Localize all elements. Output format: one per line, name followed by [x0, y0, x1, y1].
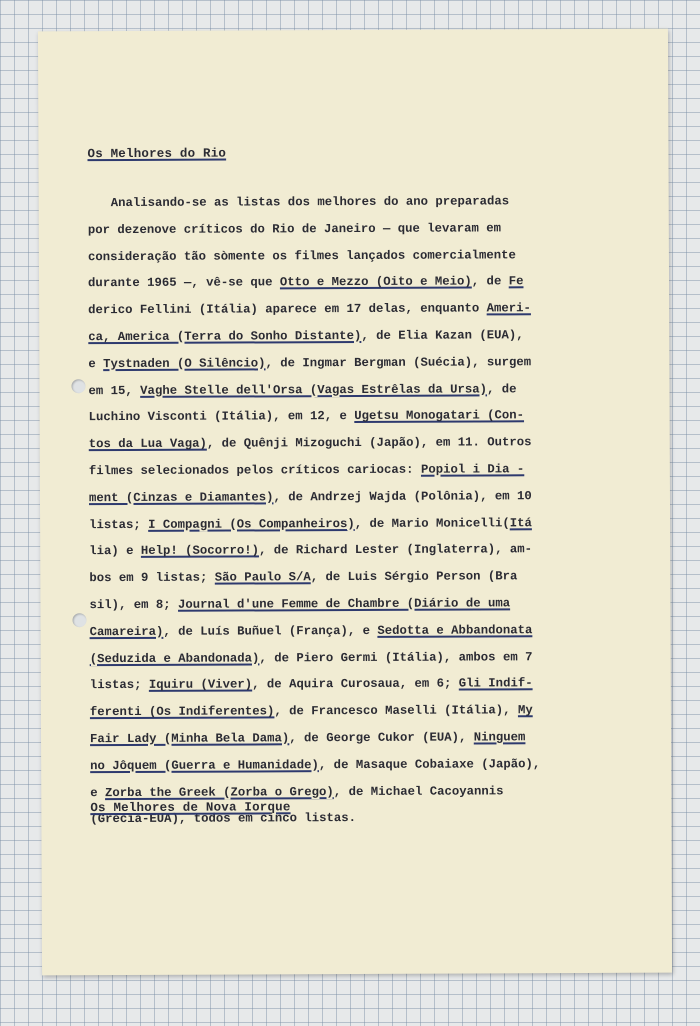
underlined-film-title: Fe [508, 274, 524, 289]
underlined-film-title: Camareira) [89, 624, 164, 639]
text-line [88, 355, 558, 384]
text-segment: ) e [111, 544, 141, 559]
text-segment: Luchino Visconti (Itália), em 12, e [88, 409, 355, 425]
text-segment: , de Francesco Maselli (Itália), [274, 703, 518, 719]
underlined-film-title: My [517, 703, 533, 718]
text-segment: , de Masaque Cobaiaxe (Japão), [318, 756, 541, 772]
text-line [88, 221, 558, 250]
text-segment: , de Michael Cacoyannis [333, 783, 504, 799]
underlined-film-title: Tystnaden (O Silêncio) [103, 356, 266, 371]
underlined-film-title: São Paulo S/A [214, 570, 311, 585]
text-segment: listas; [89, 678, 149, 693]
text-line [89, 569, 559, 598]
underlined-film-title: Help! (Socorro!) [140, 543, 259, 559]
text-segment: durante 1965 —, vê-se que [88, 275, 280, 291]
text-line [88, 194, 558, 223]
text-line [89, 542, 559, 571]
text-segment: sil), em 8; [89, 597, 179, 613]
text-segment: em 15, [88, 383, 141, 398]
underlined-film-title: ferenti (Os Indiferentes) [89, 704, 275, 720]
text-segment: , de Aquira Curosaua, em 6; [252, 676, 459, 692]
text-segment: filmes selecionados pelos críticos cariocas: [88, 462, 421, 479]
underlined-film-title: Zorba the Greek (Zorba o Grego) [105, 784, 334, 800]
underlined-film-title: tos da Lua Vaga) [88, 436, 207, 452]
text-line [90, 730, 560, 759]
underlined-film-title: Iquiru (Viver) [148, 677, 253, 693]
underlined-film-title: Gli Indif- [458, 676, 533, 691]
text-segment: e [90, 785, 106, 800]
underlined-film-title: Ninguem [473, 730, 526, 745]
text-segment: , de Richard Lester (Inglaterra), am- [258, 542, 533, 558]
text-line [89, 596, 559, 625]
text-segment: consideração tão sòmente os filmes lançados comercialmente [87, 247, 516, 264]
text-segment: por dezenove críticos do Rio de Janeiro — que levaram em [87, 221, 502, 237]
text-segment: , de Luis Sérgio Person (Bra [310, 569, 518, 585]
text-line [89, 489, 559, 518]
underlined-film-title: Journal d'une Femme de Chambre (Diário de uma [177, 596, 511, 612]
text-line [90, 757, 560, 786]
underlined-film-title: Ugetsu Monogatari (Con- [354, 408, 525, 424]
text-segment: , de Luís Buñuel (França), e [163, 623, 378, 639]
underlined-film-title: ment (Cinzas e Diamantes) [88, 490, 274, 505]
text-line [89, 435, 559, 464]
text-line [90, 650, 560, 679]
underlined-film-title: Sedotta e Abbandonata [377, 622, 533, 638]
text-segment: e [88, 356, 104, 371]
underlined-film-title: ca, America (Terra do Sonho Distante) [88, 328, 362, 345]
text-line [89, 408, 559, 437]
typewritten-page [38, 29, 672, 976]
text-line [88, 328, 558, 357]
text-line [88, 301, 558, 330]
text-segment: , de George Cukor (EUA), [289, 730, 474, 746]
text-line [90, 703, 560, 732]
section-heading-nova-iorque: Os Melhores de Nova Iorque [90, 800, 291, 816]
underlined-film-title: Otto e Mezzo (Oito e Meio) [279, 274, 472, 290]
text-line [88, 248, 558, 277]
text-segment: Analisando-se as listas dos melhores do ano preparadas [110, 194, 510, 211]
text-line [90, 676, 560, 705]
section-heading-rio: Os Melhores do Rio [87, 146, 227, 162]
underlined-film-title: Ameri- [486, 301, 531, 316]
text-segment: (Grécia-EUA), todos em cinco listas. [90, 811, 357, 827]
text-segment: , de [471, 274, 509, 289]
text-line [89, 462, 559, 491]
punch-hole-top [71, 379, 85, 393]
text-segment: listas; [89, 517, 149, 532]
underlined-film-title: Fair Lady (Minha Bela Dama) [90, 731, 290, 747]
underlined-film-title: (Seduzida e Abandonada) [89, 650, 260, 666]
underlined-film-title: Itá [509, 515, 532, 530]
text-segment: , de Andrzej Wajda (Polônia), em 10 [273, 488, 532, 505]
text-segment: derico Fellini (Itália) aparece em 17 delas, enquanto [88, 301, 487, 318]
punch-hole-bottom [72, 613, 86, 627]
body-paragraph [88, 194, 561, 839]
text-line [89, 516, 559, 545]
underlined-film-title: Popiol i Dia - [420, 462, 525, 477]
text-segment: , de Mario Monicelli( [354, 515, 510, 531]
underlined-film-title: I Compagni (Os Companheiros) [148, 516, 355, 532]
text-segment: , de Elia Kazan (EUA), [361, 328, 524, 343]
text-segment: , de Piero Germi (Itália), ambos em 7 [259, 649, 533, 665]
text-segment: lia [89, 544, 112, 559]
text-segment: , de Quênji Mizoguchi (Japão), em 11. Outros [206, 435, 532, 451]
underlined-film-title: no Jôquem (Guerra e Humanidade) [90, 757, 319, 773]
underlined-film-title: Vaghe Stelle dell'Orsa (Vagas Estrêlas da Ursa) [140, 382, 488, 398]
text-segment: bos em 9 listas; [89, 570, 215, 586]
text-line [90, 623, 560, 652]
text-line [88, 275, 558, 304]
text-line [88, 382, 558, 411]
text-segment: , de [486, 381, 517, 397]
text-segment: , de Ingmar Bergman (Suécia), surgem [265, 355, 532, 371]
